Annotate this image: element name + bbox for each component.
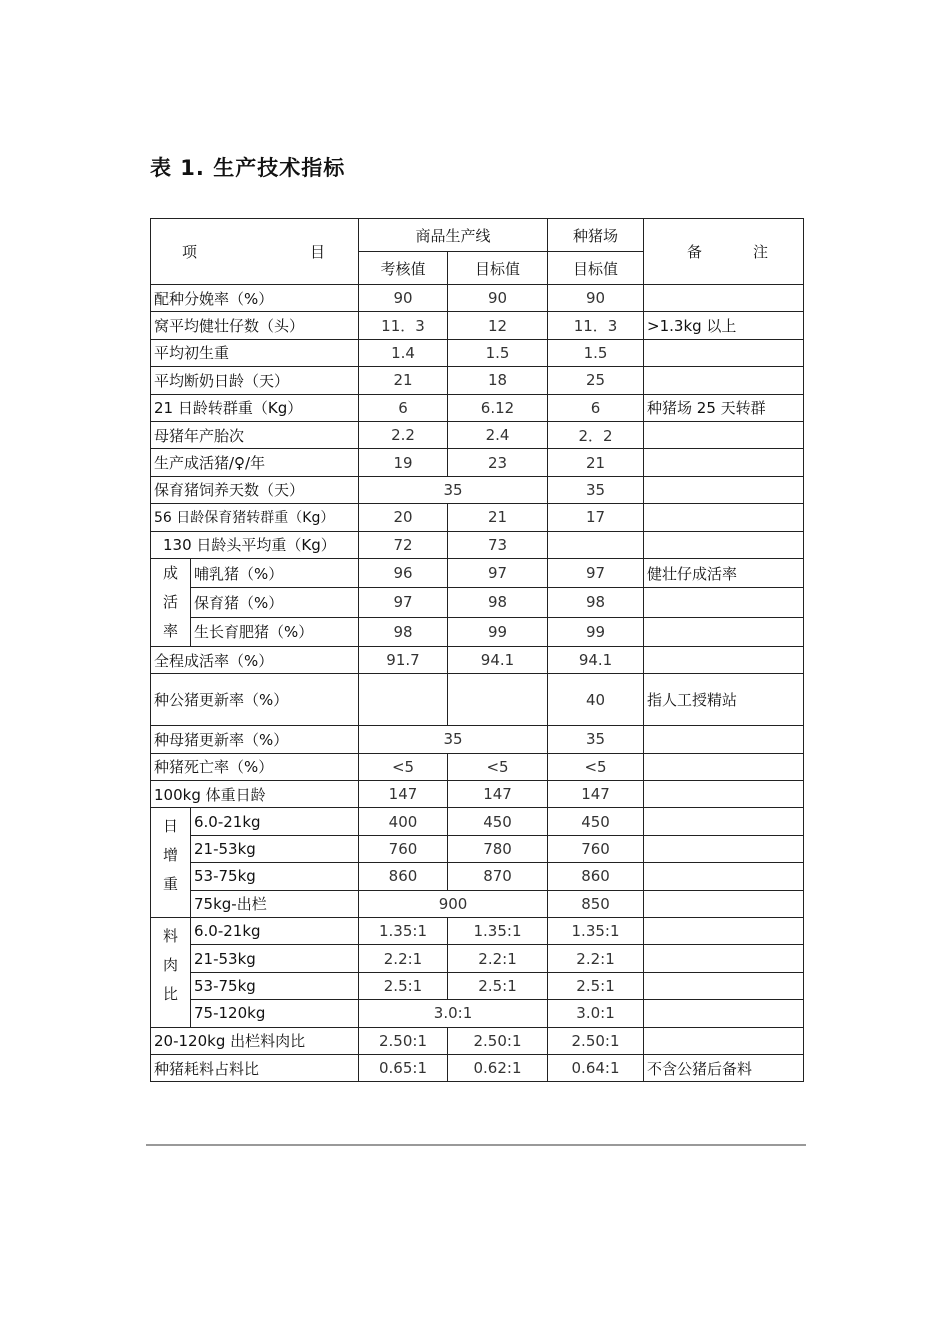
row-label: 75kg-出栏	[191, 890, 359, 917]
row-label: 生产成活猪/♀/年	[151, 449, 359, 476]
cell-note	[644, 835, 804, 862]
cell-note	[644, 617, 804, 646]
cell-value: 20	[359, 504, 448, 531]
table-row	[151, 449, 804, 476]
cell-value: 98	[359, 617, 448, 646]
row-label: 75-120kg	[191, 1000, 359, 1027]
cell-note	[644, 285, 804, 312]
cell-note: 指人工授精站	[644, 674, 804, 726]
header-project-b: 目	[309, 243, 325, 261]
cell-value: 1.35:1	[448, 918, 548, 945]
cell-value: 2.5:1	[448, 972, 548, 999]
cell-note	[644, 863, 804, 890]
cell-note	[644, 588, 804, 617]
cell-value: 3.0:1	[548, 1000, 644, 1027]
cell-note	[644, 753, 804, 780]
cell-value: 850	[548, 890, 644, 917]
row-label: 平均初生重	[151, 339, 359, 366]
group-daily-gain	[151, 808, 191, 918]
row-label: 种猪死亡率（%）	[151, 753, 359, 780]
table-row	[151, 339, 804, 366]
cell-value: 73	[448, 531, 548, 558]
cell-note	[644, 504, 804, 531]
row-label: 53-75kg	[191, 863, 359, 890]
table-row	[151, 726, 804, 753]
cell-value: 1.35:1	[548, 918, 644, 945]
header-project	[151, 219, 359, 285]
header-target-farm: 目标值	[548, 252, 644, 285]
cell-value: 91.7	[359, 646, 448, 673]
cell-value: 0.65:1	[359, 1054, 448, 1081]
row-label: 保育猪（%）	[191, 588, 359, 617]
cell-value: 18	[448, 367, 548, 394]
group-feed-ratio	[151, 918, 191, 1028]
cell-value: 0.64:1	[548, 1054, 644, 1081]
table-row	[151, 504, 804, 531]
cell-value: <5	[548, 753, 644, 780]
cell-value: 400	[359, 808, 448, 835]
cell-value: 147	[448, 781, 548, 808]
table-row	[151, 972, 804, 999]
cell-value: 2.50:1	[448, 1027, 548, 1054]
cell-note	[644, 781, 804, 808]
cell-value: 72	[359, 531, 448, 558]
table-row	[151, 835, 804, 862]
row-label: 53-75kg	[191, 972, 359, 999]
table-row	[151, 421, 804, 448]
header-commercial-line: 商品生产线	[359, 219, 548, 252]
table-row	[151, 1027, 804, 1054]
row-label: 全程成活率（%）	[151, 646, 359, 673]
cell-value: 147	[548, 781, 644, 808]
cell-value: 97	[448, 558, 548, 587]
row-label: 配种分娩率（%）	[151, 285, 359, 312]
row-label: 种公猪更新率（%）	[151, 674, 359, 726]
header-row-1	[151, 219, 804, 252]
production-indicators-table	[150, 218, 804, 1082]
cell-value: 2.50:1	[548, 1027, 644, 1054]
table-row	[151, 476, 804, 503]
cell-value: 19	[359, 449, 448, 476]
header-note	[644, 219, 804, 285]
table-row	[151, 285, 804, 312]
cell-note	[644, 918, 804, 945]
cell-value: 6	[548, 394, 644, 421]
cell-value: 11．3	[359, 312, 448, 339]
cell-note	[644, 367, 804, 394]
cell-value: 97	[548, 558, 644, 587]
row-label: 种母猪更新率（%）	[151, 726, 359, 753]
cell-value: 94.1	[448, 646, 548, 673]
table-row	[151, 674, 804, 726]
cell-value: 21	[548, 449, 644, 476]
table-row	[151, 753, 804, 780]
cell-value: 3.0:1	[359, 1000, 548, 1027]
cell-note: >1.3kg 以上	[644, 312, 804, 339]
cell-value: 1.4	[359, 339, 448, 366]
cell-value: 17	[548, 504, 644, 531]
header-assess: 考核值	[359, 252, 448, 285]
cell-value: 860	[359, 863, 448, 890]
cell-value: 99	[448, 617, 548, 646]
cell-note	[644, 531, 804, 558]
cell-note: 种猪场 25 天转群	[644, 394, 804, 421]
table-row	[151, 1054, 804, 1081]
cell-note	[644, 1000, 804, 1027]
header-note-a: 备	[687, 243, 703, 261]
cell-value: 99	[548, 617, 644, 646]
cell-value: 870	[448, 863, 548, 890]
cell-value: 94.1	[548, 646, 644, 673]
cell-value: 90	[548, 285, 644, 312]
header-project-a: 项	[182, 243, 198, 261]
row-label: 100kg 体重日龄	[151, 781, 359, 808]
row-label: 21 日龄转群重（Kg）	[151, 394, 359, 421]
cell-value: 40	[548, 674, 644, 726]
row-label: 母猪年产胎次	[151, 421, 359, 448]
row-label: 20-120kg 出栏料肉比	[151, 1027, 359, 1054]
table-row	[151, 394, 804, 421]
cell-note	[644, 476, 804, 503]
cell-value: 11．3	[548, 312, 644, 339]
group-feed-ratio-label: 料肉比	[162, 927, 178, 1004]
cell-value: 90	[448, 285, 548, 312]
cell-value: 35	[548, 476, 644, 503]
cell-value: 1.5	[548, 339, 644, 366]
cell-note: 健壮仔成活率	[644, 558, 804, 587]
cell-value: 97	[359, 588, 448, 617]
cell-value: 760	[359, 835, 448, 862]
row-label: 21-53kg	[191, 835, 359, 862]
cell-value: <5	[359, 753, 448, 780]
row-label: 6.0-21kg	[191, 918, 359, 945]
cell-value: 35	[359, 476, 548, 503]
cell-value: 760	[548, 835, 644, 862]
row-label: 56 日龄保育猪转群重（Kg）	[151, 504, 359, 531]
group-daily-gain-label: 日增重	[162, 817, 178, 894]
table-row	[151, 808, 804, 835]
cell-note: 不含公猪后备料	[644, 1054, 804, 1081]
cell-value: 450	[548, 808, 644, 835]
cell-value: 2．2	[548, 421, 644, 448]
cell-value: 450	[448, 808, 548, 835]
header-note-b: 注	[753, 243, 769, 261]
table-row	[151, 945, 804, 972]
cell-value: 2.5:1	[548, 972, 644, 999]
table-row	[151, 646, 804, 673]
table-row	[151, 588, 804, 617]
table-title: 表 1. 生产技术指标	[150, 156, 346, 180]
cell-value: <5	[448, 753, 548, 780]
cell-value: 21	[359, 367, 448, 394]
table-row	[151, 1000, 804, 1027]
cell-value: 12	[448, 312, 548, 339]
table-row	[151, 312, 804, 339]
cell-value: 860	[548, 863, 644, 890]
cell-value: 2.2:1	[359, 945, 448, 972]
cell-value: 90	[359, 285, 448, 312]
bottom-divider	[146, 1144, 806, 1146]
cell-value: 2.4	[448, 421, 548, 448]
cell-value: 2.2:1	[548, 945, 644, 972]
cell-value: 6	[359, 394, 448, 421]
table-row	[151, 558, 804, 587]
cell-value: 23	[448, 449, 548, 476]
table-row	[151, 863, 804, 890]
cell-note	[644, 726, 804, 753]
table-row	[151, 531, 804, 558]
cell-value: 25	[548, 367, 644, 394]
group-survival-rate	[151, 558, 191, 646]
row-label: 21-53kg	[191, 945, 359, 972]
cell-value: 900	[359, 890, 548, 917]
cell-note	[644, 808, 804, 835]
cell-value: 2.2:1	[448, 945, 548, 972]
row-label: 保育猪饲养天数（天）	[151, 476, 359, 503]
cell-value: 96	[359, 558, 448, 587]
cell-note	[644, 1027, 804, 1054]
row-label: 种猪耗料占料比	[151, 1054, 359, 1081]
cell-note	[644, 449, 804, 476]
row-label: 生长育肥猪（%）	[191, 617, 359, 646]
row-label: 130 日龄头平均重（Kg）	[151, 531, 359, 558]
cell-value: 21	[448, 504, 548, 531]
row-label: 平均断奶日龄（天）	[151, 367, 359, 394]
cell-value: 1.35:1	[359, 918, 448, 945]
row-label: 窝平均健壮仔数（头）	[151, 312, 359, 339]
cell-value: 0.62:1	[448, 1054, 548, 1081]
cell-value: 147	[359, 781, 448, 808]
cell-note	[644, 945, 804, 972]
cell-value	[359, 674, 448, 726]
cell-note	[644, 972, 804, 999]
cell-value	[548, 531, 644, 558]
cell-value: 98	[548, 588, 644, 617]
table-row	[151, 367, 804, 394]
cell-note	[644, 339, 804, 366]
table-row	[151, 918, 804, 945]
cell-note	[644, 646, 804, 673]
cell-value: 2.5:1	[359, 972, 448, 999]
cell-value: 780	[448, 835, 548, 862]
group-survival-label: 成活率	[162, 563, 178, 640]
cell-note	[644, 421, 804, 448]
table-row	[151, 890, 804, 917]
cell-value	[448, 674, 548, 726]
cell-value: 35	[548, 726, 644, 753]
table-row	[151, 781, 804, 808]
header-breeding-farm: 种猪场	[548, 219, 644, 252]
cell-value: 6.12	[448, 394, 548, 421]
cell-value: 1.5	[448, 339, 548, 366]
row-label: 6.0-21kg	[191, 808, 359, 835]
cell-value: 2.50:1	[359, 1027, 448, 1054]
cell-value: 98	[448, 588, 548, 617]
table-row	[151, 617, 804, 646]
cell-note	[644, 890, 804, 917]
header-target: 目标值	[448, 252, 548, 285]
row-label: 哺乳猪（%）	[191, 558, 359, 587]
cell-value: 35	[359, 726, 548, 753]
cell-value: 2.2	[359, 421, 448, 448]
